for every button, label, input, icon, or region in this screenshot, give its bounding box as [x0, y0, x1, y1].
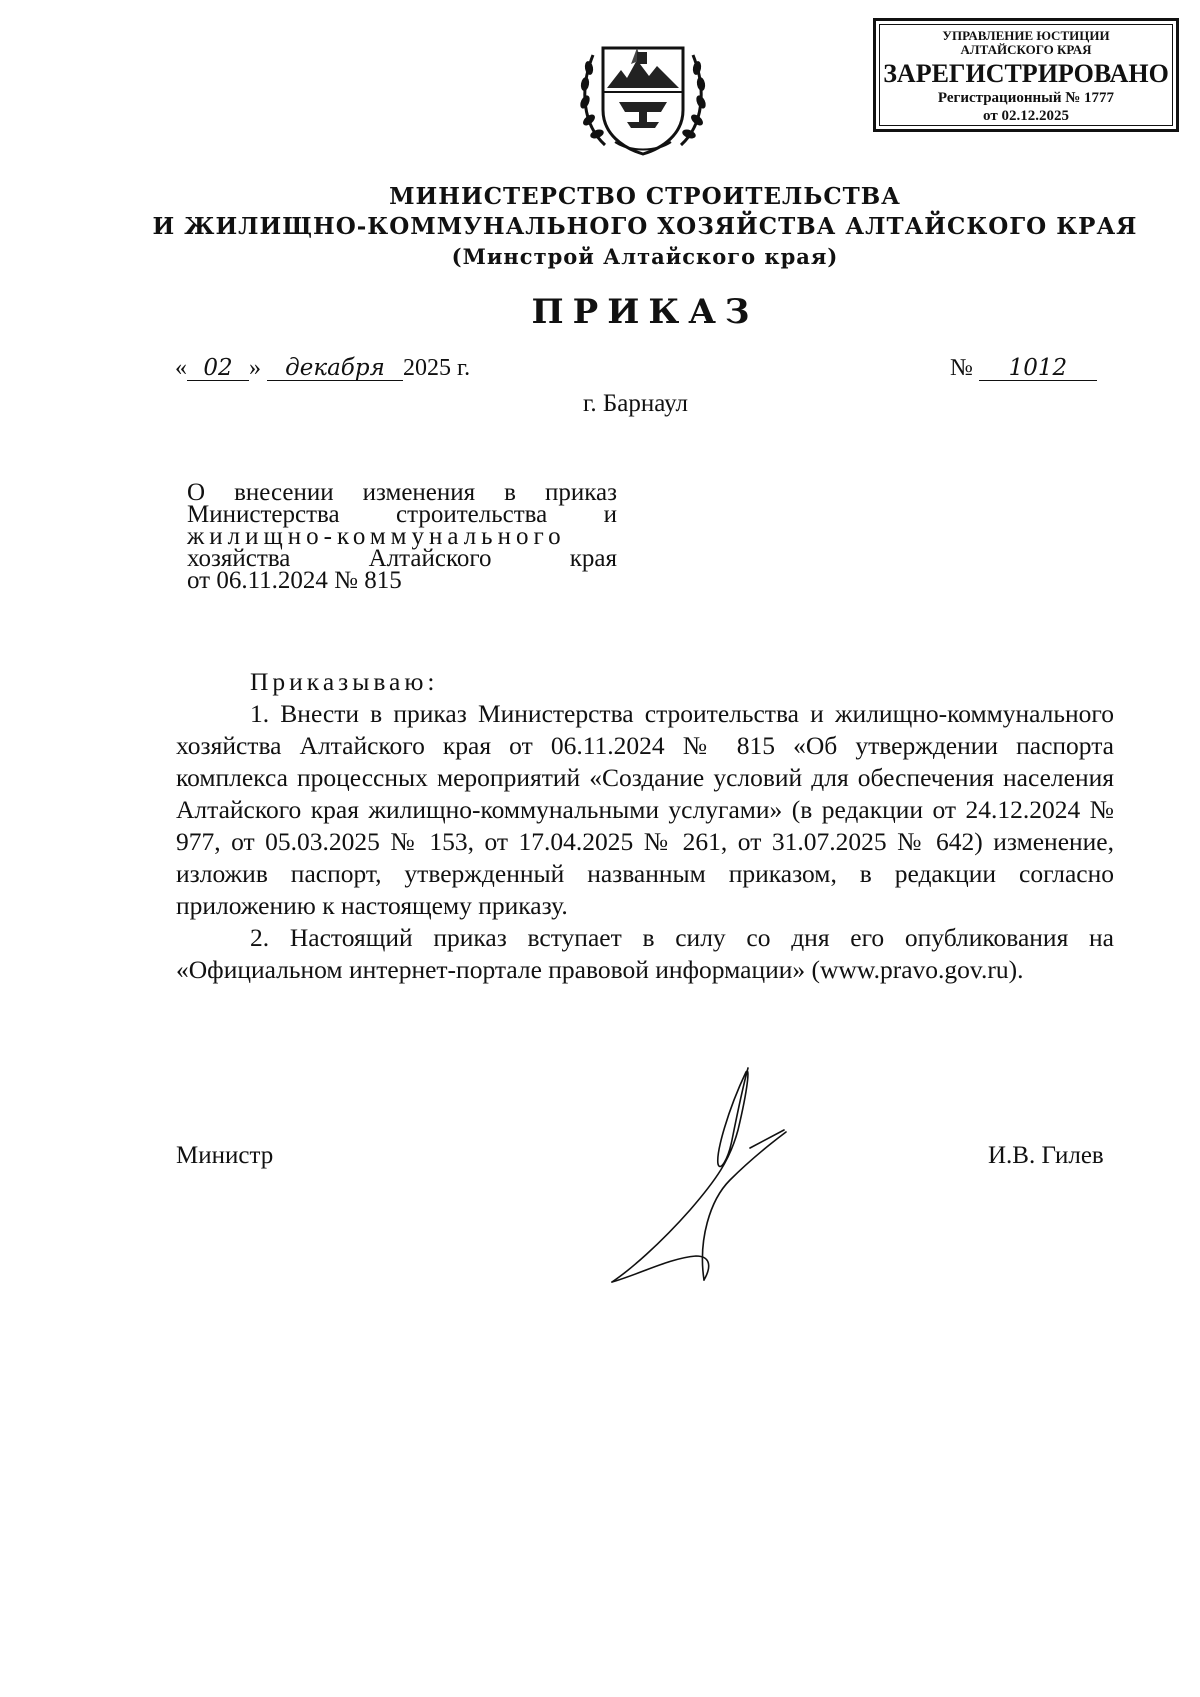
- order-date: [175, 355, 470, 382]
- subject-line3: жилищно-коммунального: [187, 523, 566, 550]
- signatory-position: Министр: [176, 1142, 274, 1169]
- date-open-quote: «: [175, 355, 187, 381]
- date-year: 2025 г.: [403, 355, 471, 381]
- city-name: г. Барнаул: [583, 390, 688, 417]
- ministry-header: [0, 182, 1200, 272]
- stamp-authority-line2: АЛТАЙСКОГО КРАЯ: [960, 42, 1092, 57]
- subject-line5: от 06.11.2024 № 815: [187, 567, 402, 594]
- ministry-short-name: (Минстрой Алтайского края): [451, 244, 839, 269]
- stamp-reg-date: от 02.12.2025: [983, 108, 1069, 124]
- stamp-reg-number: Регистрационный № 1777: [937, 90, 1115, 106]
- order-item-2: 2. Настоящий приказ вступает в силу со дня его опубликования на «Официальном интернет-портале правовой информации» (www.pravo.gov.ru).: [176, 923, 1114, 984]
- signatory-name: И.В. Гилев: [988, 1142, 1104, 1169]
- stamp-inner-frame: [879, 24, 1173, 126]
- date-month: декабря: [267, 356, 403, 381]
- order-body: [176, 666, 1114, 986]
- document-type-title: ПРИКАЗ: [531, 292, 759, 332]
- order-item-1: 1. Внести в приказ Министерства строительства и жилищно-коммунального хозяйства Алтайского края от 06.11.2024 № 815 «Об утверждении паспорта комплекса процессных мероприятий «Создание условий для обеспечения населения Алтайского края жилищно-коммунальными услугами» (в редакции от 24.12.2024 № 977, от 05.03.2025 № 153, от 17.04.2025 № 261, от 31.07.2025 № 642) изменение, изложив паспорт, утвержденный названным приказом, в редакции согласно приложению к настоящему приказу.: [176, 699, 1114, 920]
- ministry-name-line1: МИНИСТЕРСТВО СТРОИТЕЛЬСТВА: [389, 183, 901, 210]
- subject-line4: хозяйства Алтайского края: [187, 545, 617, 572]
- number-value: 1012: [979, 356, 1097, 381]
- order-directive-word: Приказываю:: [250, 667, 439, 696]
- order-number: [950, 355, 1097, 382]
- stamp-authority-line1: УПРАВЛЕНИЕ ЮСТИЦИИ: [942, 28, 1110, 43]
- registration-stamp: [873, 18, 1179, 132]
- number-sign: №: [950, 355, 973, 381]
- handwritten-signature-icon: [600, 1060, 800, 1290]
- altai-krai-coat-of-arms-icon: [575, 30, 711, 160]
- stamp-status: ЗАРЕГИСТРИРОВАНО: [883, 59, 1169, 88]
- subject-line1: О внесении изменения в приказ: [187, 479, 617, 506]
- date-close-quote: »: [249, 355, 261, 381]
- ministry-name-line2: И ЖИЛИЩНО-КОММУНАЛЬНОГО ХОЗЯЙСТВА АЛТАЙСКОГО КРАЯ: [152, 213, 1138, 240]
- order-subject: [187, 479, 617, 594]
- subject-line2: Министерства строительства и: [187, 501, 617, 528]
- date-day: 02: [187, 356, 249, 381]
